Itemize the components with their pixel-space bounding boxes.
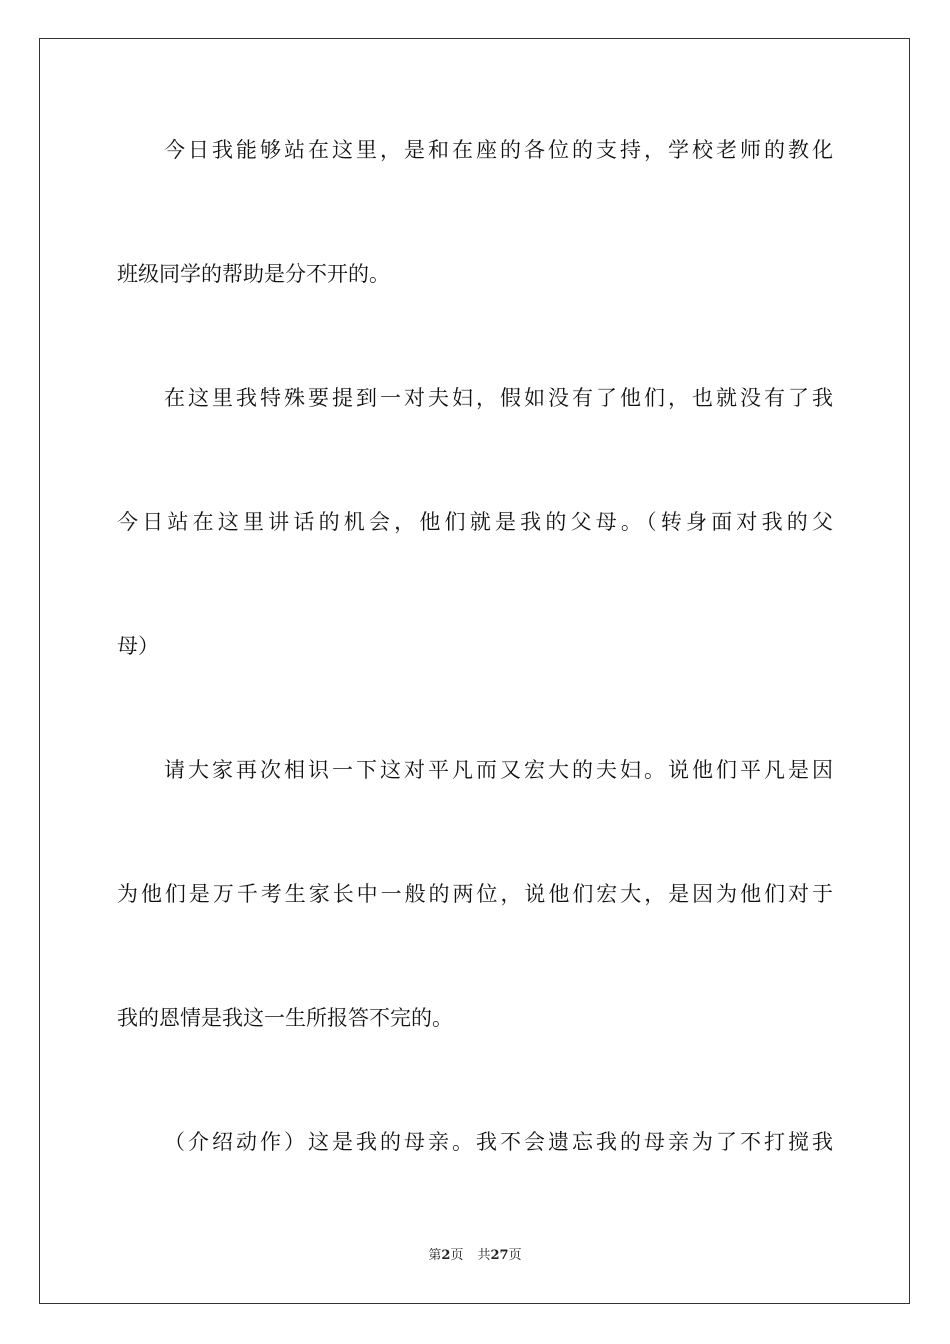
paragraph-line: 今日站在这里讲话的机会，他们就是我的父母。（转身面对我的父 (117, 510, 833, 534)
paragraph-line: 班级同学的帮助是分不开的。 (117, 262, 390, 286)
paragraph-line: 今日我能够站在这里，是和在座的各位的支持，学校老师的教化 (164, 138, 833, 162)
paragraph-line: 母） (117, 634, 159, 658)
page-border (39, 38, 910, 1304)
paragraph-line: （介绍动作）这是我的母亲。我不会遗忘我的母亲为了不打搅我 (164, 1130, 833, 1154)
paragraph-line: 在这里我特殊要提到一对夫妇，假如没有了他们，也就没有了我 (164, 386, 833, 410)
page-total: 共27页 (477, 1248, 522, 1263)
page-footer (0, 1247, 950, 1265)
page-number: 第2页 (428, 1248, 464, 1263)
paragraph-line: 请大家再次相识一下这对平凡而又宏大的夫妇。说他们平凡是因 (164, 758, 833, 782)
paragraph-line: 我的恩情是我这一生所报答不完的。 (117, 1006, 453, 1030)
paragraph-line: 为他们是万千考生家长中一般的两位，说他们宏大，是因为他们对于 (117, 882, 833, 906)
